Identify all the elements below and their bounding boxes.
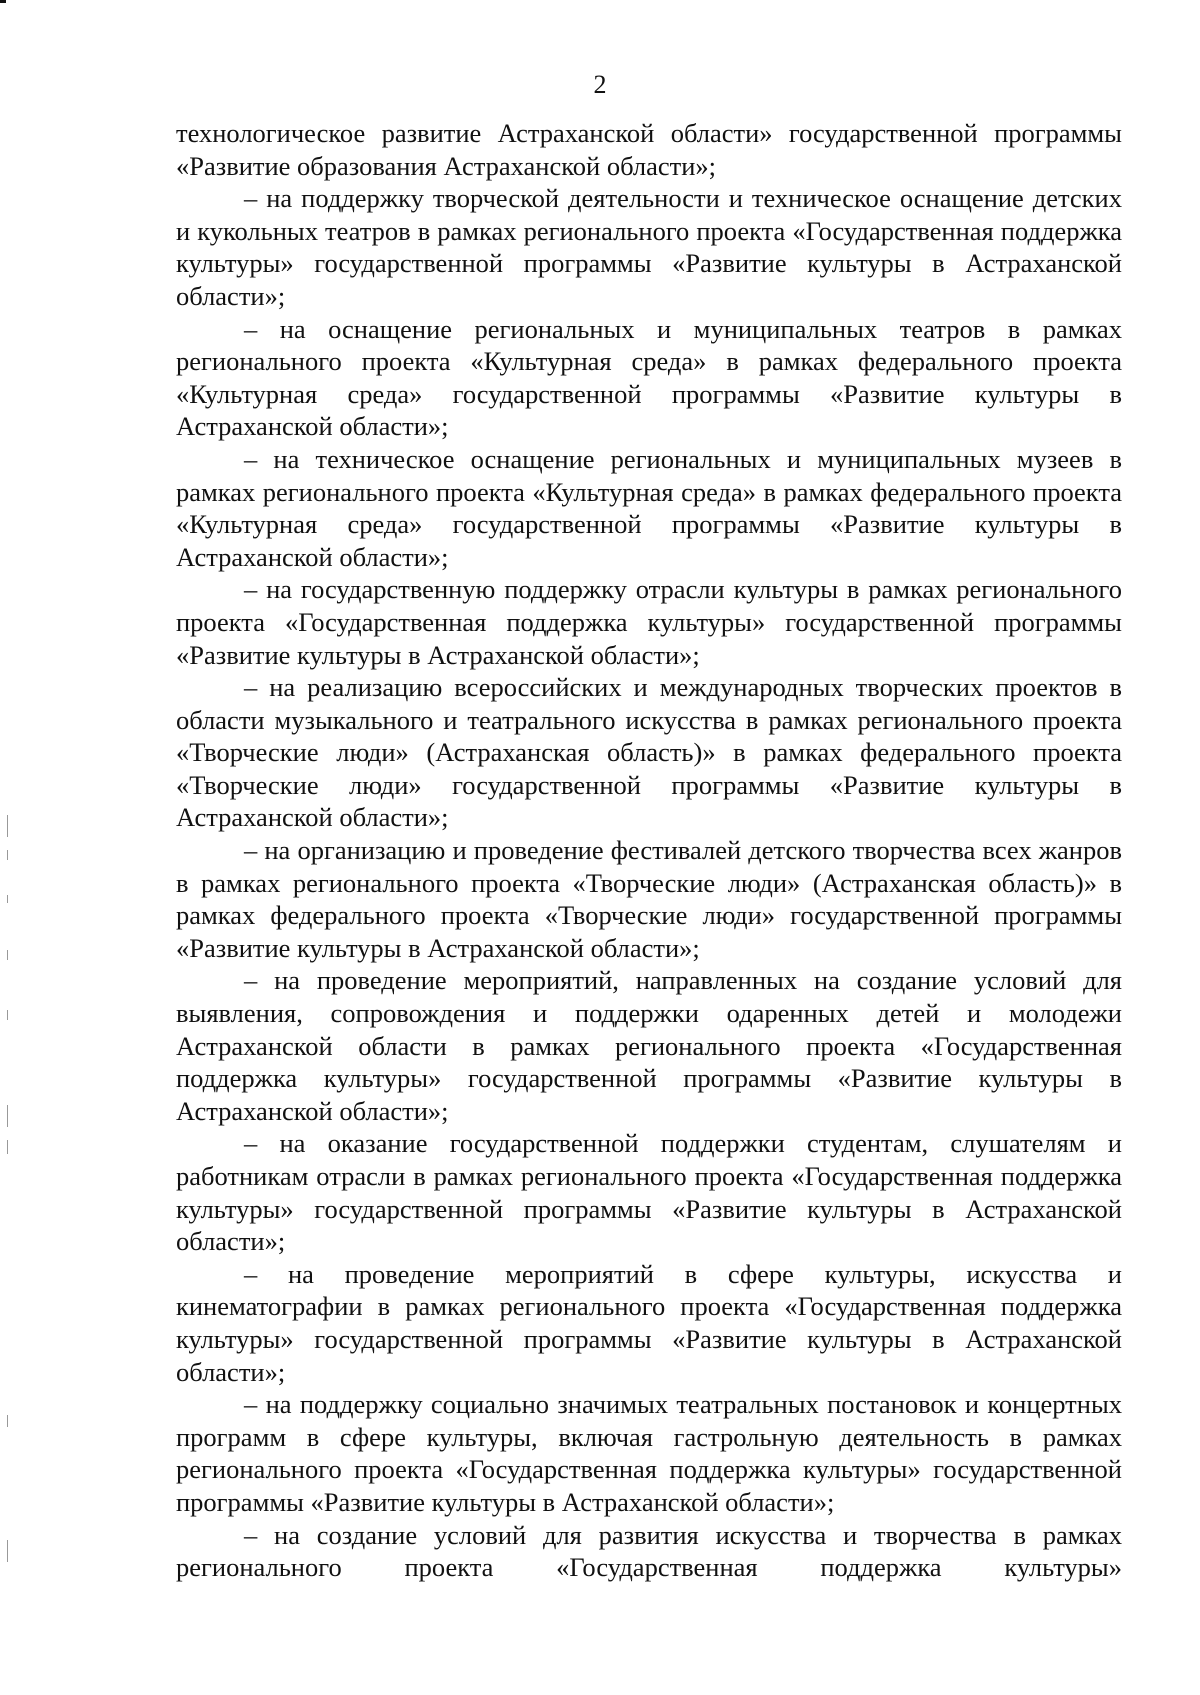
scan-margin-line	[7, 895, 8, 903]
scan-margin-line	[7, 815, 8, 837]
scan-margin-line	[7, 1540, 8, 1562]
list-item: – на техническое оснащение региональных и муниципальных музеев в рамках регионального проекта «Культурная среда» в рамках федерального проекта «Культурная среда» государственной программы «Развитие культуры в Астраханской области»;	[176, 443, 1122, 572]
list-item: – на поддержку творческой деятельности и техническое оснащение детских и кукольных театров в рамках регионального проекта «Государственная поддержка культуры» государственной программы «Развитие культуры в Астраханской области»;	[176, 183, 1122, 311]
document-body	[176, 117, 1122, 1584]
list-item: – на проведение мероприятий, направленных на создание условий для выявления, сопровождения и поддержки одаренных детей и молодежи Астраханской области в рамках регионального проекта «Государственная поддержка культуры» государственной программы «Развитие культуры в Астраханской области»;	[176, 965, 1122, 1126]
list-item: – на оснащение региональных и муниципальных театров в рамках регионального проекта «Культурная среда» в рамках федерального проекта «Культурная среда» государственной программы «Развитие культуры в Астраханской области»;	[176, 313, 1122, 442]
scan-corner-mark	[0, 0, 6, 3]
scan-margin-line	[7, 1140, 8, 1154]
list-item: – на государственную поддержку отрасли культуры в рамках регионального проекта «Государственная поддержка культуры» государственной программы «Развитие культуры в Астраханской области»;	[176, 574, 1122, 670]
paragraph-continuation: технологическое развитие Астраханской области» государственной программы «Развитие образования Астраханской области»;	[176, 118, 1122, 181]
list-item: – на реализацию всероссийских и международных творческих проектов в области музыкального и театрального искусства в рамках регионального проекта «Творческие люди» (Астраханская область)» в рамках федерального проекта «Творческие люди» государственной программы «Развитие культуры в Астраханской области»;	[176, 672, 1122, 833]
scan-margin-line	[7, 850, 8, 860]
scan-margin-line	[7, 950, 8, 960]
list-item: – на проведение мероприятий в сфере культуры, искусства и кинематографии в рамках регионального проекта «Государственная поддержка культуры» государственной программы «Развитие культуры в Астраханской области»;	[176, 1258, 1122, 1387]
scan-margin-line	[7, 1415, 8, 1427]
list-item: – на поддержку социально значимых театральных постановок и концертных программ в сфере культуры, включая гастрольную деятельность в рамках регионального проекта «Государственная поддержка культуры» государственной программы «Развитие культуры в Астраханской области»;	[176, 1389, 1122, 1517]
scan-margin-line	[7, 1010, 8, 1020]
list-item: – на оказание государственной поддержки студентам, слушателям и работникам отрасли в рамках регионального проекта «Государственная поддержка культуры» государственной программы «Развитие культуры в Астраханской области»;	[176, 1128, 1122, 1257]
scan-margin-line	[7, 1105, 8, 1127]
list-item: – на организацию и проведение фестивалей детского творчества всех жанров в рамках регионального проекта «Творческие люди» (Астраханская область)» в рамках федерального проекта «Творческие люди» государственной программы «Развитие культуры в Астраханской области»;	[176, 835, 1122, 963]
list-item: – на создание условий для развития искусства и творчества в рамках регионального проекта «Государственная поддержка культуры»	[176, 1519, 1122, 1583]
page-number: 2	[593, 70, 607, 99]
